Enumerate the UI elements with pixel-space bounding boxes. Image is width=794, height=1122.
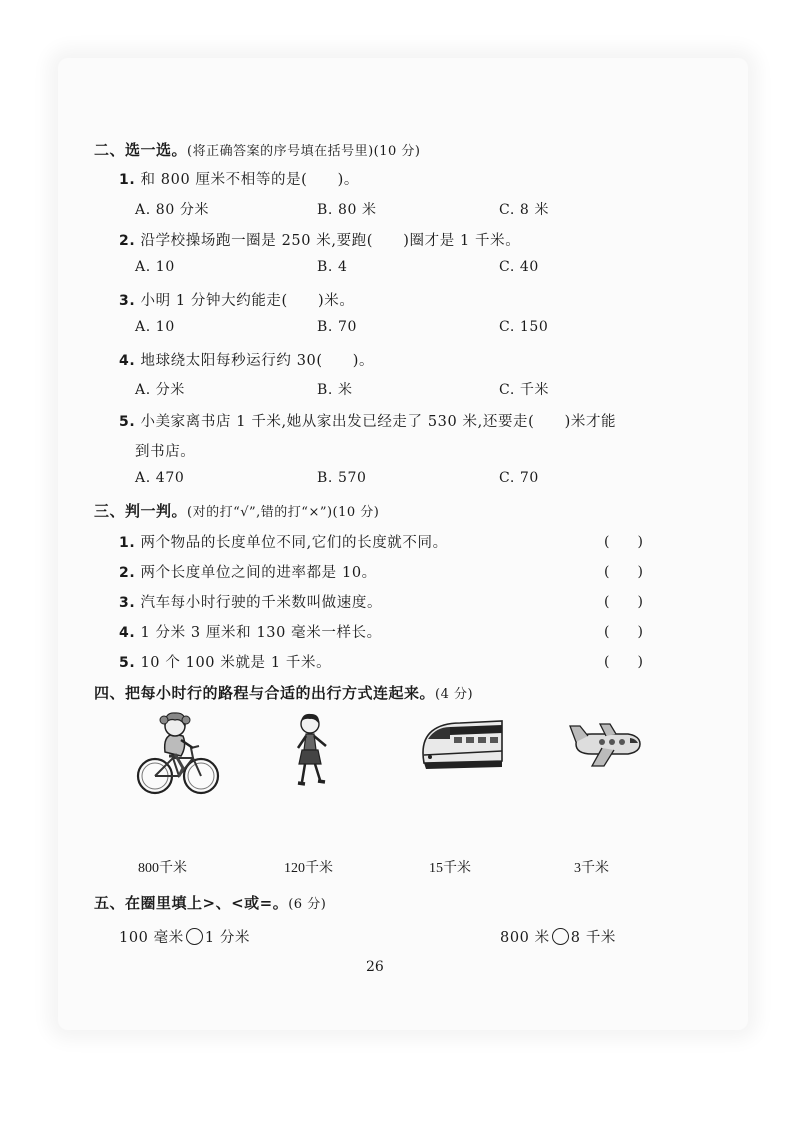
answer-blank[interactable]: ( ) (604, 594, 643, 610)
question-number: 1. (119, 172, 136, 188)
item-text: 10 个 100 米就是 1 千米。 (140, 655, 332, 671)
section-compare-heading (94, 892, 326, 913)
item-text: 两个物品的长度单位不同,它们的长度就不同。 (140, 535, 448, 551)
compare-right (500, 926, 616, 947)
option-a: A. 80 分米 (135, 202, 210, 218)
option-b: B. 米 (317, 382, 353, 398)
distance-option-3: 15千米 (429, 861, 471, 876)
option-a: A. 10 (135, 259, 175, 275)
item-text: 1 分米 3 厘米和 130 毫米一样长。 (140, 625, 382, 641)
section-note: (将正确答案的序号填在括号里)(10 分) (187, 144, 421, 159)
bullet-train-icon (420, 715, 504, 773)
compare-value: 100 毫米 (119, 930, 184, 946)
option-c: C. 40 (499, 259, 539, 275)
answer-blank[interactable]: ( ) (604, 624, 643, 640)
compare-left (119, 926, 250, 947)
section-note: (对的打“√”,错的打“×”)(10 分) (187, 505, 380, 520)
question-3 (119, 289, 354, 310)
question-text: 沿学校操场跑一圈是 250 米,要跑( )圈才是 1 千米。 (140, 233, 521, 249)
option-b: B. 4 (317, 259, 348, 275)
distance-option-4: 3千米 (574, 861, 609, 876)
bicycle-rider-icon (135, 712, 221, 798)
option-c: C. 150 (499, 319, 549, 335)
question-text-continued: 到书店。 (135, 444, 196, 460)
answer-blank[interactable]: ( ) (604, 564, 643, 580)
judge-item-1 (119, 531, 448, 552)
question-text: 和 800 厘米不相等的是( )。 (140, 172, 359, 188)
option-a: A. 10 (135, 319, 175, 335)
airplane-icon (568, 718, 642, 770)
page-number: 26 (366, 959, 384, 975)
question-5 (119, 410, 616, 431)
question-number: 2. (119, 233, 136, 249)
option-b: B. 80 米 (317, 202, 377, 218)
compare-circle[interactable] (186, 928, 203, 945)
option-b: B. 570 (317, 470, 367, 486)
item-number: 5. (119, 655, 136, 671)
section-title: 二、选一选。 (94, 141, 188, 159)
question-number: 3. (119, 293, 136, 309)
answer-blank[interactable]: ( ) (604, 534, 643, 550)
item-number: 4. (119, 625, 136, 641)
judge-item-3 (119, 591, 382, 612)
item-number: 3. (119, 595, 136, 611)
question-number: 5. (119, 414, 136, 430)
distance-option-2: 120千米 (284, 861, 333, 876)
question-text: 小美家离书店 1 千米,她从家出发已经走了 530 米,还要走( )米才能 (140, 414, 617, 430)
walking-girl-icon (288, 712, 338, 792)
section-note: (6 分) (288, 897, 327, 912)
answer-blank[interactable]: ( ) (604, 654, 643, 670)
option-a: A. 470 (135, 470, 185, 486)
item-text: 汽车每小时行驶的千米数叫做速度。 (140, 595, 383, 611)
section-title: 三、判一判。 (94, 502, 188, 520)
question-2 (119, 229, 520, 250)
section-title: 四、把每小时行的路程与合适的出行方式连起来。 (94, 684, 436, 702)
section-note: (4 分) (435, 687, 474, 702)
section-match-heading (94, 682, 473, 703)
compare-value: 1 分米 (204, 930, 251, 946)
option-c: C. 千米 (499, 382, 550, 398)
judge-item-5 (119, 651, 331, 672)
distance-option-1: 800千米 (138, 861, 187, 876)
judge-item-2 (119, 561, 377, 582)
section-choice-heading (94, 139, 420, 160)
option-b: B. 70 (317, 319, 358, 335)
option-c: C. 70 (499, 470, 539, 486)
option-c: C. 8 米 (499, 202, 550, 218)
compare-value: 8 千米 (570, 930, 617, 946)
item-number: 1. (119, 535, 136, 551)
question-text: 小明 1 分钟大约能走( )米。 (140, 293, 355, 309)
item-text: 两个长度单位之间的进率都是 10。 (140, 565, 377, 581)
section-title: 五、在圈里填上>、<或=。 (94, 894, 289, 912)
item-number: 2. (119, 565, 136, 581)
section-judge-heading (94, 500, 379, 521)
compare-value: 800 米 (500, 930, 550, 946)
option-a: A. 分米 (135, 382, 186, 398)
question-1 (119, 168, 359, 189)
question-text: 地球绕太阳每秒运行约 30( )。 (140, 353, 375, 369)
question-4 (119, 349, 374, 370)
compare-circle[interactable] (552, 928, 569, 945)
judge-item-4 (119, 621, 382, 642)
question-number: 4. (119, 353, 136, 369)
